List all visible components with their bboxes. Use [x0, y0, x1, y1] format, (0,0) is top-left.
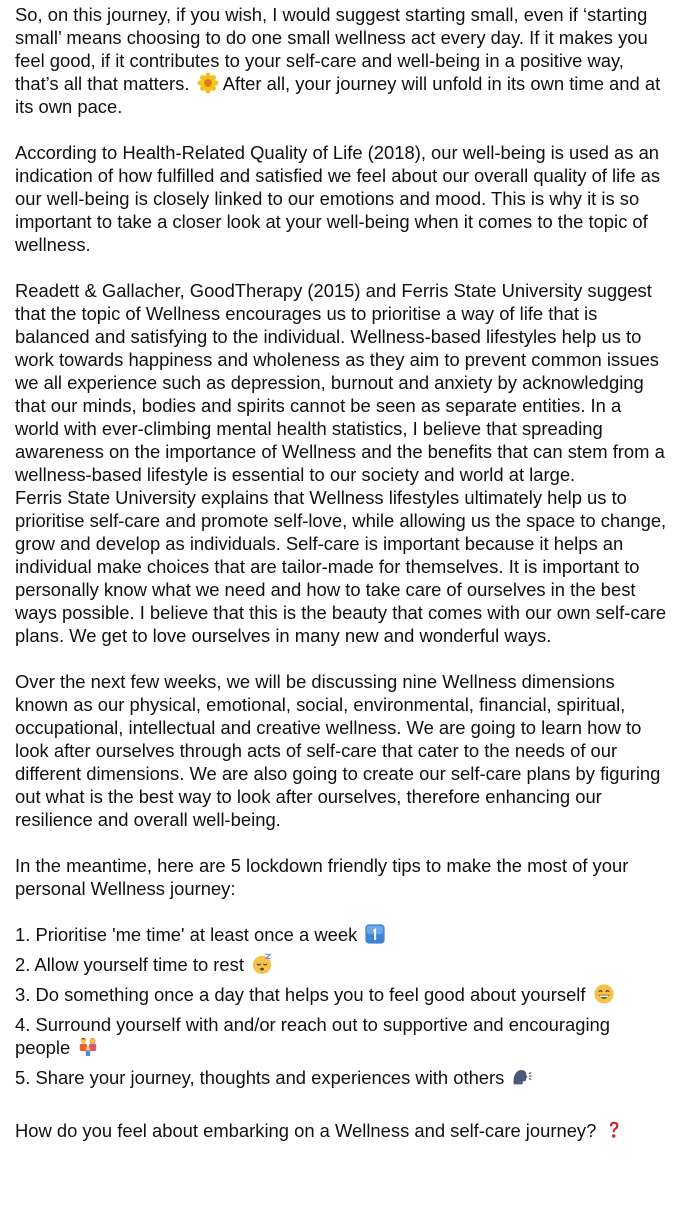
speaking-head-icon — [511, 1066, 533, 1088]
list-item — [15, 983, 670, 1006]
blossom-icon — [197, 72, 219, 94]
sleeping-face-icon — [251, 953, 273, 975]
paragraph-intro-tail: After all, your journey will unfold in its own time and at its own pace. — [15, 73, 661, 117]
grinning-face-icon — [593, 983, 615, 1005]
keycap-one-icon — [364, 923, 386, 945]
paragraph-quality-of-life: According to Health-Related Quality of Life (2018), our well-being is used as an indication of how fulfilled and satisfied we feel about our overall quality of life as our well-being is closely linked to our emotions and mood. This is why it is so important to take a closer look at your well-being when it comes to the topic of wellness. — [15, 142, 661, 255]
tips-list — [15, 923, 670, 1089]
list-item — [15, 1066, 670, 1089]
paragraph-intro-text: So, on this journey, if you wish, I would suggest starting small, even if ‘starting small’ means choosing to do one small wellness act every day. If it makes you feel good, if it contributes to your self-care and well-being in a positive way, that’s all that matters. — [15, 4, 648, 94]
tip-text: 1. Prioritise 'me time' at least once a week — [15, 924, 358, 945]
paragraph-dimensions: Over the next few weeks, we will be discussing nine Wellness dimensions known as our physical, emotional, social, environmental, financial, spiritual, occupational, intellectual and creative wellness. We are going to learn how to look after ourselves through acts of self-care that cater to the needs of our different dimensions. We are also going to create our self-care plans by figuring out what is the best way to look after ourselves, therefore enhancing our resilience and overall well-being. — [15, 671, 661, 830]
list-item — [15, 923, 670, 946]
tip-text: 2. Allow yourself time to rest — [15, 954, 244, 975]
paragraph-intro — [15, 3, 670, 118]
list-item — [15, 1013, 670, 1059]
paragraph-tips-intro: In the meantime, here are 5 lockdown friendly tips to make the most of your personal Wellness journey: — [15, 855, 629, 899]
list-item — [15, 953, 670, 976]
paragraph-wellness-definition: Readett & Gallacher, GoodTherapy (2015) and Ferris State University suggest that the topic of Wellness encourages us to prioritise a way of life that is balanced and satisfying to the individual. Wellness-based lifestyles help us to work towards happiness and wholeness as they aim to prevent common issues we all experience such as depression, burnout and anxiety by acknowledging that our minds, bodies and spirits cannot be seen as separate entities. In a world with ever-climbing mental health statistics, I believe that spreading awareness on the importance of Wellness and the benefits that can stem from a wellness-based lifestyle is essential to our society and world at large. — [15, 280, 665, 485]
red-question-mark-icon — [603, 1119, 625, 1141]
tip-text: 5. Share your journey, thoughts and experiences with others — [15, 1067, 505, 1088]
closing-question-text: How do you feel about embarking on a Wellness and self-care journey? — [15, 1120, 597, 1141]
paragraph-closing-question — [15, 1119, 670, 1142]
tip-text: 3. Do something once a day that helps you to feel good about yourself — [15, 984, 586, 1005]
paragraph-self-care: Ferris State University explains that Wellness lifestyles ultimately help us to prioritise self-care and promote self-love, while allowing us the space to change, grow and develop as individuals. Self-care is important because it helps an individual make choices that are tailor-made for themselves. It is important to personally know what we need and how to take care of ourselves in the best ways possible. I believe that this is the beauty that comes with our own self-care plans. We get to love ourselves in many new and wonderful ways. — [15, 487, 667, 646]
tip-text: 4. Surround yourself with and/or reach out to supportive and encouraging people — [15, 1014, 611, 1058]
family-icon — [77, 1036, 99, 1058]
